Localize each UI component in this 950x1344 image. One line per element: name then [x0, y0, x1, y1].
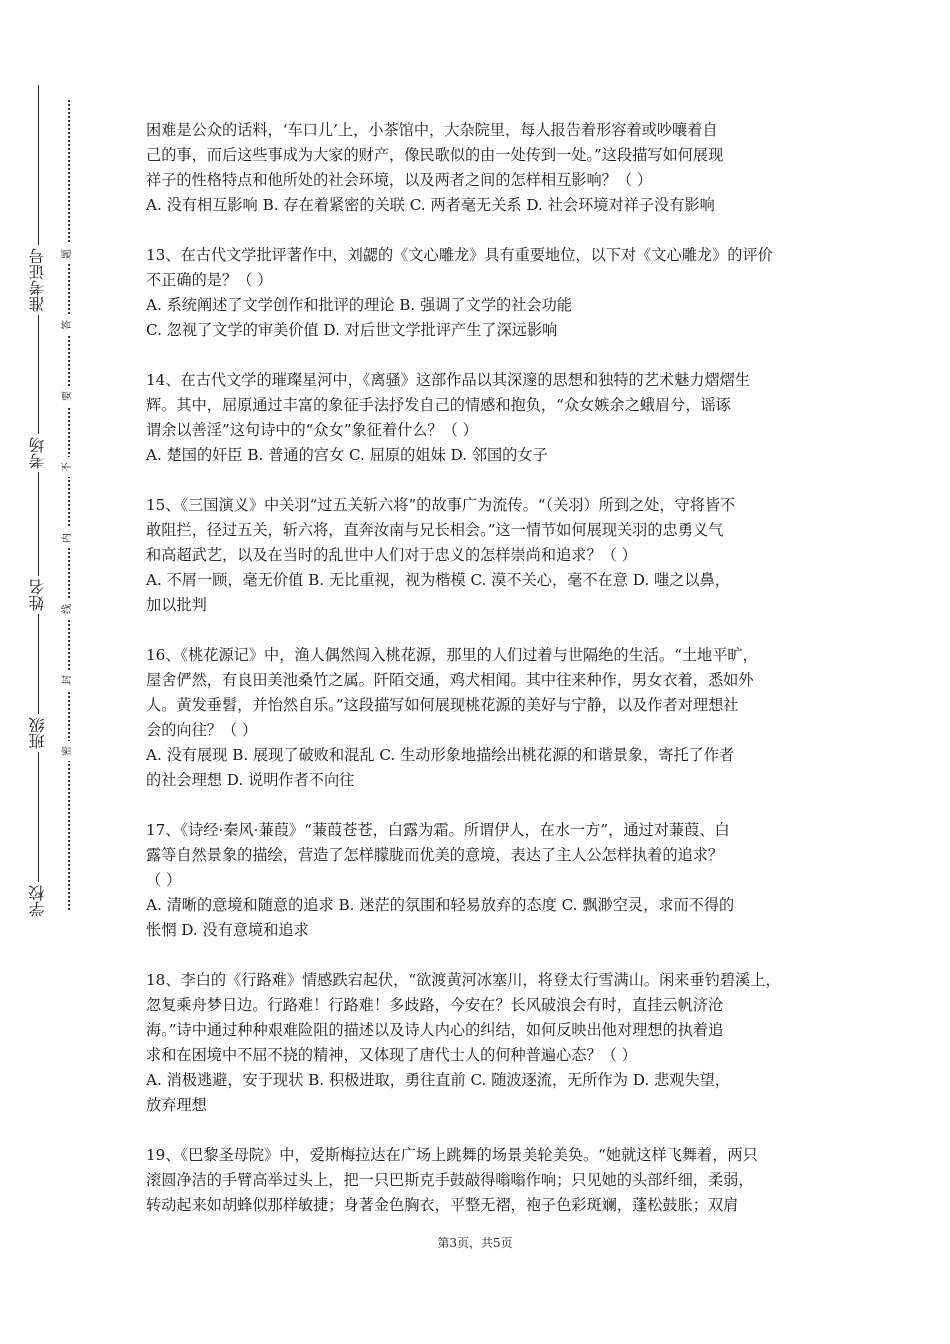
name-label: 姓名	[24, 576, 52, 614]
answer-options: A. 没有展现 B. 展现了破败和混乱 C. 生动形象地描绘出桃花源的和谐景象，寄托了作者	[146, 746, 735, 764]
binding-margin	[0, 0, 110, 1344]
question-text: 会的向往？（ ）	[146, 721, 258, 739]
question-18	[146, 968, 810, 1118]
question-text: 和高超武艺，以及在当时的乱世中人们对于忠义的怎样崇尚和追求？（ ）	[146, 546, 637, 564]
exam-room-label: 考场	[24, 434, 52, 472]
question-16	[146, 643, 810, 793]
question-text: 祥子的性格特点和他所处的社会环境，以及两者之间的怎样相互影响？（ ）	[146, 171, 653, 189]
question-text: 屋舍俨然，有良田美池桑竹之属。阡陌交通，鸡犬相闻。其中往来种作，男女衣着，悉如外	[146, 671, 754, 689]
dotted-seal-line	[68, 100, 70, 910]
question-text: （ ）	[146, 871, 182, 889]
exam-id-label: 准考证号	[24, 245, 52, 315]
answer-options: A. 消极逃避，安于现状 B. 积极进取，勇往直前 C. 随波逐流，无所作为 D. 悲观失望，	[146, 1071, 730, 1089]
class-label: 班级	[24, 714, 52, 752]
question-text: 露等自然景象的描绘，营造了怎样朦胧而优美的意境，表达了主人公怎样执着的追求？	[146, 846, 724, 864]
question-15	[146, 493, 810, 618]
question-text: 敢阻拦，径过五关，斩六将，直奔汝南与兄长相会。”这一情节如何展现关羽的忠勇义气	[146, 521, 724, 539]
answer-options: A. 系统阐述了文学创作和批评的理论 B. 强调了文学的社会功能	[146, 296, 572, 314]
question-text: 辉。其中，屈原通过丰富的象征手法抒发自己的情感和抱负，“众女嫉余之蛾眉兮，谣诼	[146, 396, 731, 414]
question-text: 转动起来如胡蜂似那样敏捷；身著金色胸衣，平整无褶，袍子色彩斑斓，蓬松鼓胀；双肩	[146, 1196, 739, 1214]
seal-char: 封	[58, 670, 78, 690]
school-label: 学校	[24, 882, 52, 920]
seal-char: 内	[58, 528, 78, 548]
exam-content	[146, 118, 810, 1218]
question-19	[146, 1143, 810, 1218]
answer-options: 怅惘 D. 没有意境和追求	[146, 921, 309, 939]
answer-options: 的社会理想 D. 说明作者不向往	[146, 771, 355, 789]
question-text: 求和在困境中不屈不挠的精神，又体现了唐代士人的何种普遍心态？（ ）	[146, 1046, 637, 1064]
answer-options: 加以批判	[146, 596, 207, 614]
seal-char: 不	[58, 457, 78, 477]
answer-options: 放弃理想	[146, 1096, 207, 1114]
question-12-continued	[146, 118, 810, 218]
answer-options: C. 忽视了文学的审美价值 D. 对后世文学批评产生了深远影响	[146, 321, 558, 339]
question-text: 人。黄发垂髫，并怡然自乐。”这段描写如何展现桃花源的美好与宁静，以及作者对理想社	[146, 696, 739, 714]
question-14	[146, 368, 810, 468]
question-text: 19、《巴黎圣母院》中，爱斯梅拉达在广场上跳舞的场景美轮美奂。“她就这样飞舞着，两只	[146, 1146, 758, 1164]
question-text: 不正确的是？（ ）	[146, 271, 273, 289]
page-number: 第3页，共5页	[437, 1236, 513, 1250]
question-text: 14、在古代文学的璀璨星河中，《离骚》这部作品以其深邃的思想和独特的艺术魅力熠熠生	[146, 371, 751, 389]
question-text: 18、李白的《行路难》情感跌宕起伏，“欲渡黄河冰塞川，将登太行雪满山。闲来垂钓碧溪上，	[146, 971, 781, 989]
question-text: 海。”诗中通过种种艰难险阻的描述以及诗人内心的纠结，如何反映出他对理想的执着追	[146, 1021, 724, 1039]
question-text: 13、在古代文学批评著作中，刘勰的《文心雕龙》具有重要地位，以下对《文心雕龙》的评价	[146, 246, 773, 264]
question-13	[146, 243, 810, 343]
question-text: 困难是公众的话料，‘车口儿’上，小茶馆中，大杂院里，每人报告着形容着或吵嚷着自	[146, 121, 718, 139]
answer-options: A. 不屑一顾，毫无价值 B. 无比重视，视为楷模 C. 漠不关心，毫不在意 D. 嗤之以鼻，	[146, 571, 730, 589]
question-text: 忽复乘舟梦日边。行路难！行路难！多歧路，今安在？长风破浪会有时，直挂云帆济沧	[146, 996, 724, 1014]
question-text: 己的事，而后这些事成为大家的财产，像民歌似的由一处传到一处。”这段描写如何展现	[146, 146, 724, 164]
question-text: 15、《三国演义》中关羽“过五关斩六将”的故事广为流传。“（关羽）所到之处，守将皆不	[146, 496, 736, 514]
seal-char: 线	[58, 599, 78, 619]
seal-char: 要	[58, 386, 78, 406]
answer-options: A. 没有相互影响 B. 存在着紧密的关联 C. 两者毫无关系 D. 社会环境对祥子没有影响	[146, 196, 715, 214]
seal-char: 题	[58, 244, 78, 264]
answer-options: A. 楚国的奸臣 B. 普通的宫女 C. 屈原的姐妹 D. 邻国的女子	[146, 446, 548, 464]
seal-char: 答	[58, 315, 78, 335]
question-text: 滚圆净洁的手臂高举过头上，把一只巴斯克手鼓敲得嗡嗡作响；只见她的头部纤细，柔弱，	[146, 1171, 754, 1189]
question-17	[146, 818, 810, 943]
question-text: 16、《桃花源记》中，渔人偶然闯入桃花源，那里的人们过着与世隔绝的生活。“土地平旷，	[146, 646, 758, 664]
seal-char: 密	[58, 741, 78, 761]
answer-options: A. 清晰的意境和随意的追求 B. 迷茫的氛围和轻易放弃的态度 C. 飘渺空灵，求而不得的	[146, 896, 735, 914]
question-text: 谓余以善淫”这句诗中的“众女”象征着什么？（ ）	[146, 421, 478, 439]
solid-binding-line	[38, 85, 39, 920]
question-text: 17、《诗经·秦风·蒹葭》“蒹葭苍苍，白露为霜。所谓伊人，在水一方”，通过对蒹葭、白	[146, 821, 730, 839]
